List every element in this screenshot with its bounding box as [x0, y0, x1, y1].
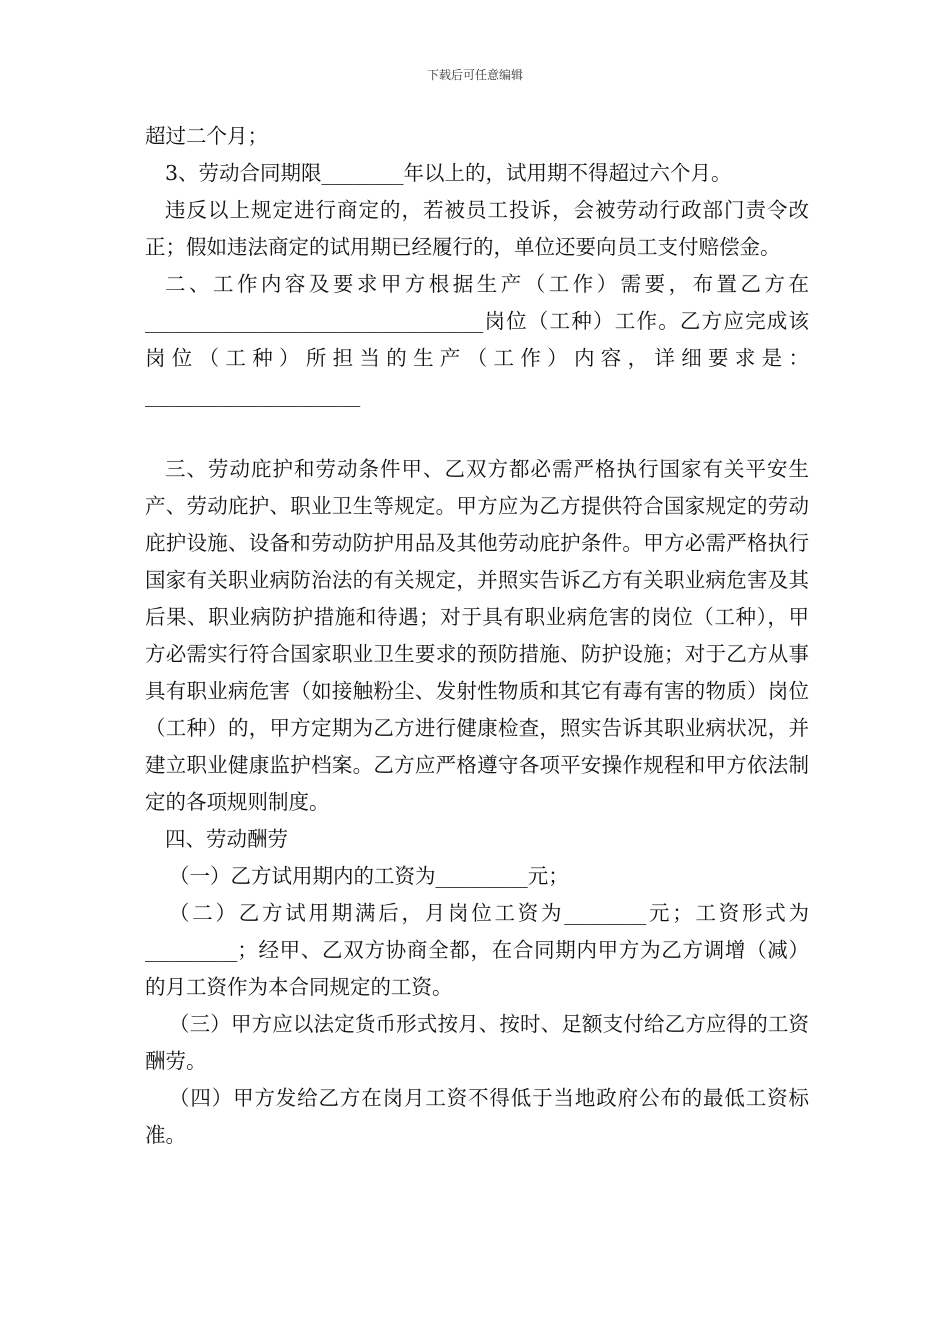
paragraph-section-4-item-2: （二）乙方试用期满后，月岗位工资为________元；工资形式为_________；经甲、乙双方协商全都，在合同期内甲方为乙方调增（减）的月工资作为本合同规定的工资。: [145, 901, 809, 999]
page-header: 下载后可任意编辑: [426, 68, 523, 82]
paragraph-section-4-title: 四、劳动酬劳: [165, 827, 288, 851]
paragraph-section-4-item-3: （三）甲方应以法定货币形式按月、按时、足额支付给乙方应得的工资酬劳。: [145, 1012, 809, 1073]
paragraph-trial-two-months: 超过二个月；: [145, 124, 268, 148]
paragraph-section-4-item-1: （一）乙方试用期内的工资为_________元；: [169, 864, 569, 888]
paragraph-clause-3: 3、劳动合同期限________年以上的，试用期不得超过六个月。: [165, 161, 732, 185]
document-body: [145, 118, 809, 1154]
paragraph-section-4-item-4: （四）甲方发给乙方在岗月工资不得低于当地政府公布的最低工资标准。: [145, 1086, 809, 1147]
paragraph-violation-note: 违反以上规定进行商定的，若被员工投诉，会被劳动行政部门责令改正；假如违法商定的试用期已经履行的，单位还要向员工支付赔偿金。: [145, 198, 809, 259]
paragraph-section-3: 三、劳动庇护和劳动条件甲、乙双方都必需严格执行国家有关平安生产、劳动庇护、职业卫生等规定。甲方应为乙方提供符合国家规定的劳动庇护设施、设备和劳动防护用品及其他劳动庇护条件。甲方必需严格执行国家有关职业病防治法的有关规定，并照实告诉乙方有关职业病危害及其后果、职业病防护措施和待遇；对于具有职业病危害的岗位（工种），甲方必需实行符合国家职业卫生要求的预防措施、防护设施；对于乙方从事具有职业病危害（如接触粉尘、发射性物质和其它有毒有害的物质）岗位（工种）的，甲方定期为乙方进行健康检查，照实告诉其职业病状况，并建立职业健康监护档案。乙方应严格遵守各项平安操作规程和甲方依法制定的各项规则制度。: [145, 457, 809, 814]
paragraph-section-2: 二、工作内容及要求甲方根据生产（工作）需要，布置乙方在_________________________________岗位（工种）工作。乙方应完成该岗位（工种）所担当的生产（工作）内容，详细要求是：_____________________: [145, 272, 809, 407]
